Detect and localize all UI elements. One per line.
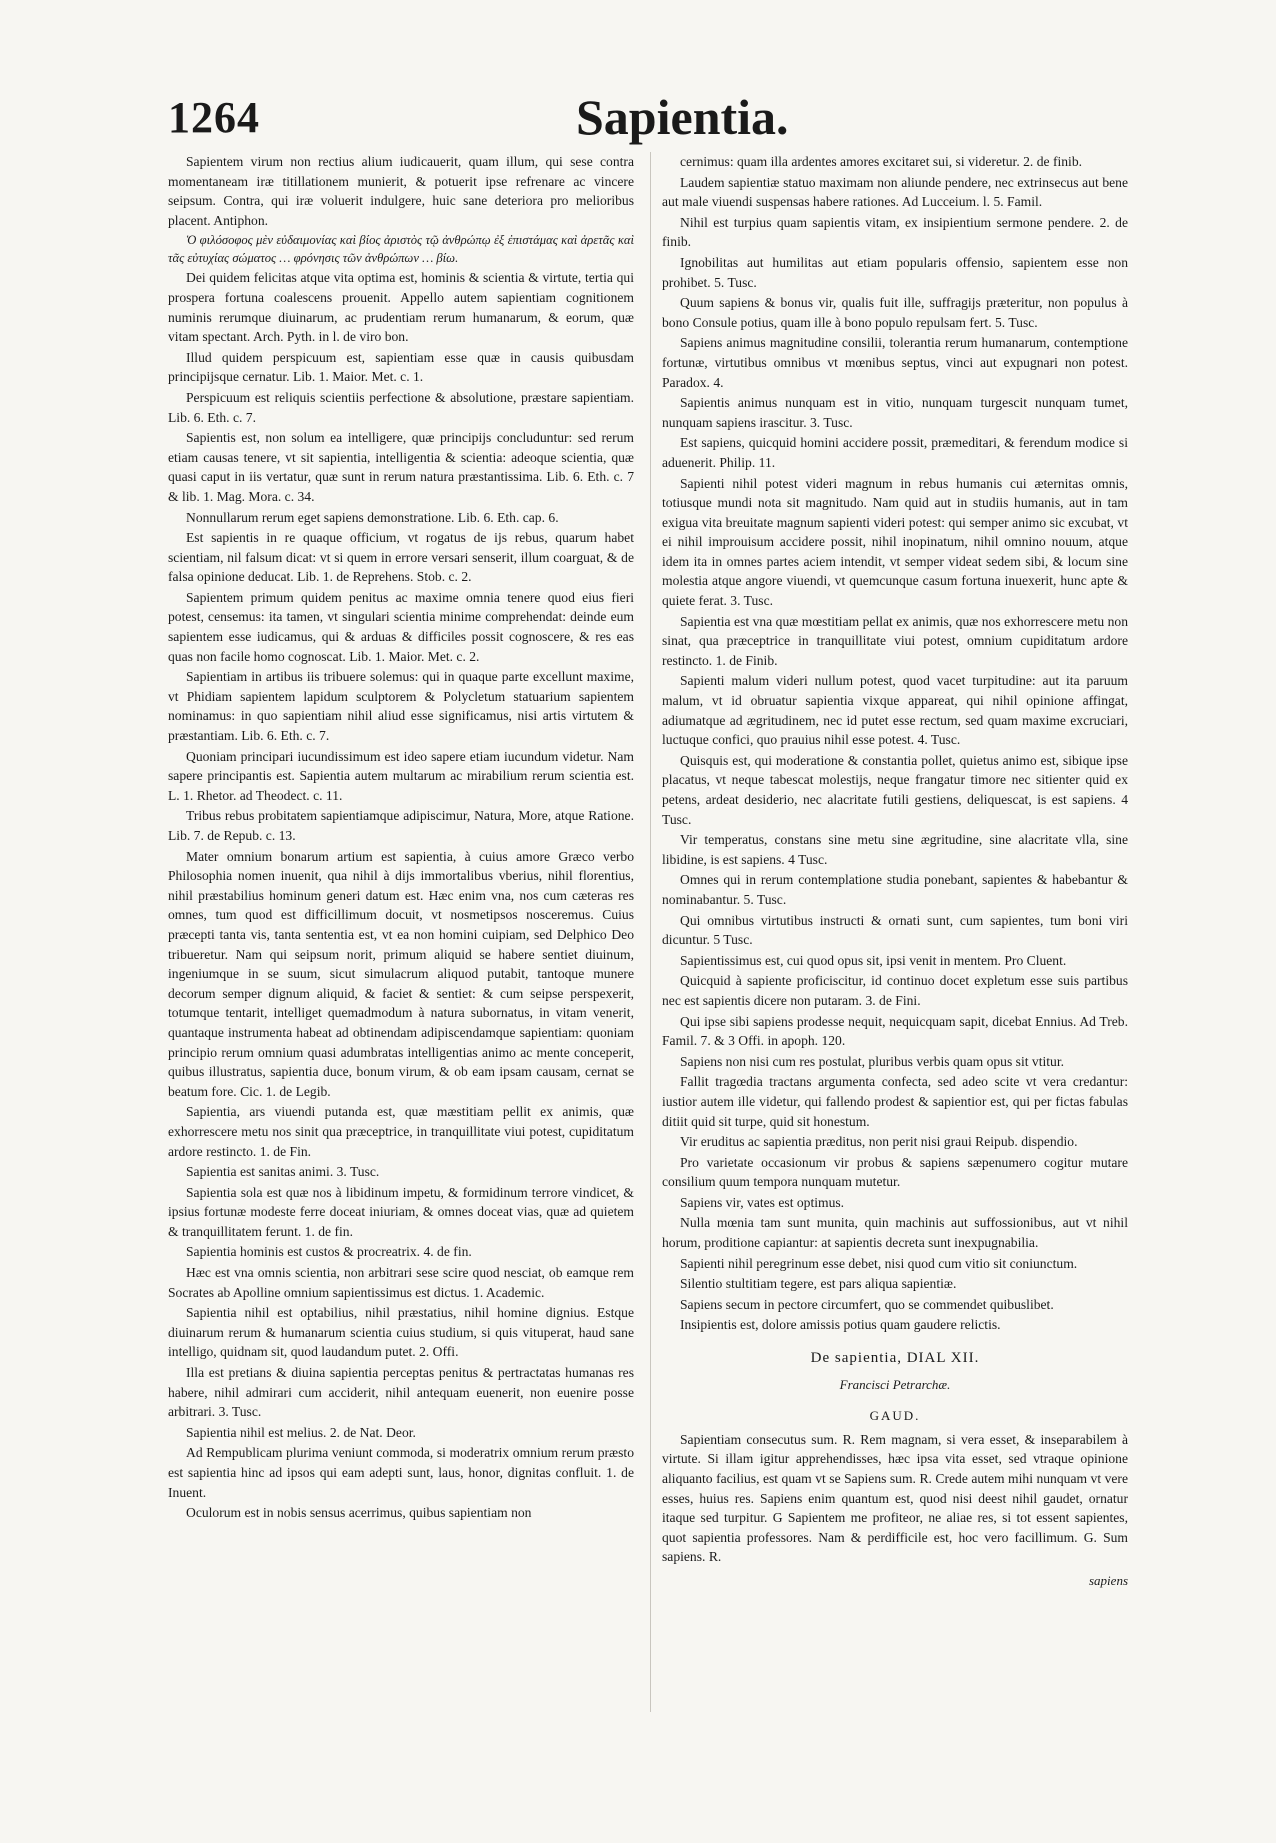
entry-paragraph: Hæc est vna omnis scientia, non arbitrari sese scire quod nesciat, ob eamque rem Socrates ab Apolline omnium sapientissimus est dictus. 1. Academic. xyxy=(168,1265,634,1300)
dialogue-speaker: GAUD. xyxy=(869,1408,921,1424)
entry-paragraph: Qui omnibus virtutibus instructi & ornati sunt, cum sapientes, tum boni viri dicuntur. 5 Tusc. xyxy=(662,912,1128,948)
entry-paragraph: Dei quidem felicitas atque vita optima est, hominis & scientia & virtute, tertia qui prospera fortuna coalescens prouenit. Appello autem sapientiam cognitionem numinis rerumque diuinarum, ac prudentiam rerum humanarum, & eorum, quæ vitam spectant. Arch. Pyth. in l. de viro bon. xyxy=(168,270,634,345)
entry-paragraph: Pro varietate occasionum vir probus & sapiens sæpenumero cogitur mutare consilium quum tempora nunquam mutetur. xyxy=(662,1154,1128,1190)
entry-paragraph: Ὁ φιλόσοφος μὲν εὐδαιμονίας καὶ βίος ἀριστὸς τῷ ἀνθρώπῳ ἐξ ἐπιστάμας καὶ ἀρετᾶς καὶ τᾶς εὐτυχίας σώματος … φρόνησις τῶν ἀνθρώπων … βίω. xyxy=(168,233,634,266)
entry-paragraph: Oculorum est in nobis sensus acerrimus, quibus sapientiam non xyxy=(186,1505,532,1521)
entry-paragraph: cernimus: quam illa ardentes amores excitaret sui, si videretur. 2. de finib. xyxy=(680,154,1083,169)
entry-paragraph: Est sapientis in re quaque officium, vt rogatus de ijs rebus, quarum habet scientiam, nil falsum dicat: vt si quem in errore versari senserit, illum coarguat, & de falsa opinione deducat. Lib. 1. de Reprehens. Stob. c. 2. xyxy=(168,530,634,585)
entry-paragraph: Sapientiam in artibus iis tribuere solemus: qui in quaque parte excellunt maxime, vt Phidiam sapientem lapidum sculptorem & Polycletum statuarium sapientem nominamus: in quo sapientiam nihil aliud esse significamus, nisi artis virtutem & præstantiam. Lib. 6. Eth. c. 7. xyxy=(168,669,634,744)
text-columns xyxy=(168,152,1128,1732)
entry-paragraph: Sapientis animus nunquam est in vitio, nunquam turgescit nunquam tumet, nunquam sapiens irascitur. 3. Tusc. xyxy=(662,395,1128,430)
entry-paragraph: Qui ipse sibi sapiens prodesse nequit, nequicquam sapit, dicebat Ennius. Ad Treb. Famil. 7. & 3 Offi. in apoph. 120. xyxy=(662,1013,1128,1049)
entry-paragraph: Nihil est turpius quam sapientis vitam, ex insipientium sermone pendere. 2. de finib. xyxy=(662,214,1128,250)
entry-paragraph: Sapientia nihil est melius. 2. de Nat. Deor. xyxy=(186,1424,416,1440)
dialogue-title: De sapientia, DIAL XII. xyxy=(810,1350,980,1367)
right-column xyxy=(662,152,1128,1591)
entry-paragraph: Ignobilitas aut humilitas aut etiam popularis offensio, sapientem esse non prohibet. 5. Tusc. xyxy=(662,254,1128,290)
entry-paragraph: Illa est pretians & diuina sapientia perceptas penitus & pertractatas humanas res habere, nihil admirari cum acciderit, nihil antequam euenerit, non euenire posse arbitrari. 3. Tusc. xyxy=(168,1365,634,1420)
entry-paragraph: Nulla mœnia tam sunt munita, quin machinis aut suffossionibus, aut vt nihil horum, proditione capiantur: at sapientis decreta sunt inexpugnabilia. xyxy=(662,1215,1128,1251)
entry-paragraph: Fallit tragœdia tractans argumenta confecta, sed adeo scite vt vera credantur: iustior autem ille videtur, qui fallendo prodest & sapientior est, qui per fictas fabulas ditiit quid sit turpe, quid sit honestum. xyxy=(662,1074,1128,1129)
entry-paragraph: Sapientiam consecutus sum. R. Rem magnam, si vera esset, & inseparabilem à virtute. Si illam igitur apprehendisses, hæc ipsa vita esset, sed vtraque opinione aliquanto facilius, est quam vt se Sapiens sum. R. Crede autem mihi nunquam vt vere esses, huius res. Sapiens enim quantum est, quod nisi deest nihil gaudet, ornatur itaque sed turpitur. G Sapientem me profiteor, ne aliae res, si tot essent sapientes, quot sapientia professores. Nam & perdifficile est, hoc vero facillimum. G. Sum sapiens. R. xyxy=(662,1431,1128,1565)
entry-paragraph: Sapiens secum in pectore circumfert, quo se commendet quibuslibet. xyxy=(680,1296,1054,1312)
entry-paragraph: Omnes qui in rerum contemplatione studia ponebant, sapientes & habebantur & nominabantur. 5. Tusc. xyxy=(662,872,1128,907)
entry-paragraph: Sapientia, ars viuendi putanda est, quæ mæstitiam pellit ex animis, quæ exhorrescere metu nos sinit qua præceptrice, in tranquillitate viui potest, cupiditatum ardore restincto. 1. de Fin. xyxy=(168,1104,634,1159)
entry-paragraph: Sapientis est, non solum ea intelligere, quæ principijs concluduntur: sed rerum etiam causas tenere, vt sit sapientia, intelligentia & scientia: adeoque scientia, quæ quasi caput in iis vertatur, quæ sunt in rerum natura præstantissima. Lib. 6. Eth. c. 7 & lib. 1. Mag. Mora. c. 34. xyxy=(168,430,634,504)
entry-paragraph: Quisquis est, qui moderatione & constantia pollet, quietus animo est, sibique ipse placatus, vt neque tabescat molestijs, neque frangatur timore nec sitienter quid ex petens, ardeat desiderio, nec alacritate futili gestiens, deliquescat, is est sapiens. 4 Tusc. xyxy=(662,752,1128,827)
entry-paragraph: Sapientem virum non rectius alium iudicauerit, quam illum, qui sese contra momentaneam iræ titillationem munierit, & potuerit ipse refrenare ac vincere seipsum. Contra, qui iræ voluerit indulgere, huic sane deteriora pro melioribus placent. Antiphon. xyxy=(168,154,634,228)
entry-paragraph: Insipientis est, dolore amissis potius quam gaudere relictis. xyxy=(680,1317,1001,1333)
entry-paragraph: Quicquid à sapiente proficiscitur, id continuo docet expletum esse suis partibus nec est sapientis dicere non putaram. 3. de Fini. xyxy=(662,973,1128,1008)
entry-paragraph: Sapientem primum quidem penitus ac maxime omnia tenere quod eius fieri potest, censemus: ita tamen, vt singulari scientia minime comprehendat: deinde eum sapientem esse iudicamus, qui & arduas & difficiles possit cognoscere, & res eas quas non facile homo cognoscat. Lib. 1. Maior. Met. c. 2. xyxy=(168,589,634,664)
page-number: 1264 xyxy=(168,93,260,142)
entry-paragraph: Sapiens non nisi cum res postulat, pluribus verbis quam opus sit vtitur. xyxy=(680,1053,1065,1069)
entry-paragraph: Silentio stultitiam tegere, est pars aliqua sapientiæ. xyxy=(680,1276,957,1292)
running-head xyxy=(168,89,1128,148)
entry-paragraph: Quoniam principari iucundissimum est ideo sapere etiam iucundum videtur. Nam sapere principantis est. Sapientia autem multarum ac mirabilium rerum scientia est. L. 1. Rhetor. ad Theodect. c. 11. xyxy=(168,748,634,803)
entry-paragraph: Est sapiens, quicquid homini accidere possit, præmeditari, & ferendum modice si aduenerit. Philip. 11. xyxy=(662,435,1128,470)
entry-paragraph: Vir eruditus ac sapientia præditus, non perit nisi graui Reipub. dispendio. xyxy=(680,1134,1078,1150)
entry-paragraph: Perspicuum est reliquis scientiis perfectione & absolutione, præstare sapientiam. Lib. 6. Eth. c. 7. xyxy=(168,389,634,425)
right-column-entries xyxy=(662,152,1128,1335)
entry-paragraph: Sapienti nihil peregrinum esse debet, nisi quod cum vitio sit coniunctum. xyxy=(680,1255,1078,1271)
catchword: sapiens xyxy=(1089,1572,1128,1588)
entry-paragraph: Illud quidem perspicuum est, sapientiam esse quæ in causis quibusdam principijsque cernatur. Lib. 1. Maior. Met. c. 1. xyxy=(168,349,634,385)
running-title: Sapientia. xyxy=(576,89,789,145)
entry-paragraph: Vir temperatus, constans sine metu sine ægritudine, sine alacritate vlla, sine libidine, is est sapiens. 4 Tusc. xyxy=(662,832,1128,867)
entry-paragraph: Sapientia nihil est optabilius, nihil præstatius, nihil homine dignius. Estque diuinarum rerum & humanarum scientia cuius studium, si quis vituperat, haud sane intelligo, quidnam sit, quod laudandum putet. 2. Offi. xyxy=(168,1305,634,1360)
left-column xyxy=(168,152,634,1524)
entry-paragraph: Laudem sapientiæ statuo maximam non aliunde pendere, nec extrinsecus aut bene aut male viuendi suspensas habere rationes. Ad Lucceium. l. 5. Famil. xyxy=(662,174,1128,210)
entry-paragraph: Sapienti malum videri nullum potest, quod vacet turpitudine: aut ita paruum malum, vt id obruatur sapientia vixque appareat, qui nihil opinione affingat, adiumatque ad ægritudinem, nec id putet esse rectum, sed quam maxime excruciari, luctuque confici, quo prauius nihil esse potest. 4. Tusc. xyxy=(662,673,1128,748)
entry-paragraph: Nonnullarum rerum eget sapiens demonstratione. Lib. 6. Eth. cap. 6. xyxy=(186,509,559,525)
entry-paragraph: Sapienti nihil potest videri magnum in rebus humanis cui æternitas omnis, totiusque mundi nota sit magnitudo. Nam quid aut in studiis humanis, aut in tam exigua vita breuitate magnum sapienti videri potest: qui semper animo sic excubat, vt ei nihil improuisum accidere possit, nihil inopinatum, nihil omnino nouum, atque idem ita in omnes partes aciem intendit, vt semper videat sedem sibi, & locum sine molestia atque angore viuendi, vt quemcunque casum fortuna inuexerit, hunc apte & quiete ferat. 3. Tusc. xyxy=(662,475,1128,609)
dialogue-author: Francisci Petrarchæ. xyxy=(839,1376,951,1392)
entry-paragraph: Sapientia est sanitas animi. 3. Tusc. xyxy=(186,1164,380,1180)
entry-paragraph: Quum sapiens & bonus vir, qualis fuit ille, suffragijs præteritur, non populus à bono Consule potius, quam ille à bono populo repulsam fert. 5. Tusc. xyxy=(662,295,1128,330)
entry-paragraph: Sapiens vir, vates est optimus. xyxy=(680,1194,845,1210)
entry-paragraph: Sapientia est vna quæ mœstitiam pellat ex animis, quæ nos exhorrescere metu non sinat, qua præceptrice in tranquillitate viui potest, omnium cupiditatum ardore restincto. 1. de Finib. xyxy=(662,613,1128,668)
entry-paragraph: Sapientia sola est quæ nos à libidinum impetu, & formidinum terrore vindicet, & ipsius fortunæ modeste ferre doceat iniuriam, & omnes doceat vias, quæ ad quietem & tranquillitatem ferunt. 1. de fin. xyxy=(168,1184,634,1239)
column-divider xyxy=(650,152,651,1712)
entry-paragraph: Sapientissimus est, cui quod opus sit, ipsi venit in mentem. Pro Cluent. xyxy=(680,952,1067,968)
entry-paragraph: Sapiens animus magnitudine consilii, tolerantia rerum humanarum, contemptione fortunæ, virtutibus omnibus vt mœnibus septus, vinci aut expugnari non potest. Paradox. 4. xyxy=(662,335,1128,390)
entry-paragraph: Tribus rebus probitatem sapientiamque adipiscimur, Natura, More, atque Ratione. Lib. 7. de Repub. c. 13. xyxy=(168,808,634,843)
entry-paragraph: Ad Rempublicam plurima veniunt commoda, si moderatrix omnium rerum præsto est sapientia hinc ad ipsos qui eam adepti sunt, laus, honor, dignitas confluit. 1. de Inuent. xyxy=(168,1445,634,1500)
entry-paragraph: Sapientia hominis est custos & procreatrix. 4. de fin. xyxy=(186,1244,472,1260)
dialogue-body xyxy=(662,1430,1128,1567)
entry-paragraph: Mater omnium bonarum artium est sapientia, à cuius amore Græco verbo Philosophia nomen inuenit, qua nihil à dijs immortalibus vberius, nihil florentius, nihil præstabilius hominum generi datum est. Hæc enim vna, nos cum cæteras res omnes, tum quod est difficillimum docuit, vt nosmetipsos nosceremus. Cuius præcepti tanta vis, tanta sententia est, vt ea non homini cuipiam, sed Delphico Deo tribueretur. Nam qui seipsum norit, primum aliquid se habere sentiet diuinum, ingeniumque in se suum, sicut simulacrum aliquod putabit, tantoque munere decorum semper dignum aliquid, & faciet & sentiet: & cum seipse perspexerit, totumque tentarit, intelliget quemadmodum à natura subornatus, in vitam venerit, quantaque instrumenta habeat ad obtinendam adipiscendamque sapientiam: quoniam principio rerum omnium quasi adumbratas intelligentias animo ac mente conceperit, quibus illustratus, sapientia duce, bonum virum, & ob eam ipsam causam, cernat se beatum fore. Cic. 1. de Legib. xyxy=(168,848,634,1099)
